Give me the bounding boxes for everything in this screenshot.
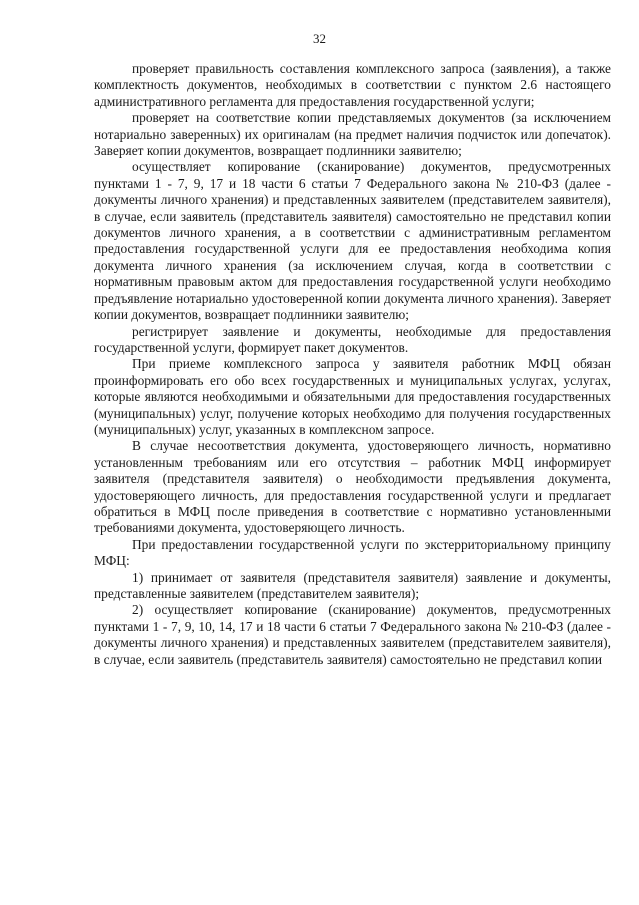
paragraph-complex-request: При приеме комплексного запроса у заявителя работник МФЦ обязан проинформировать его обо всех государственных и муниципальных услугах, услугах, которые являются необходимыми и обязательными для предоставления государственных (муниципальных) услуг, получение которых необходимо для получения государственных (муниципальных) услуг, указанных в комплексном запросе. xyxy=(94,356,611,437)
paragraph-extraterritorial: При предоставлении государственной услуги по экстерриториальному принципу МФЦ: xyxy=(94,536,611,569)
list-item-accept-application: 1) принимает от заявителя (представителя заявителя) заявление и документы, представленные заявителем (представителем заявителя); xyxy=(94,569,611,601)
paragraph-register: регистрирует заявление и документы, необходимые для предоставления государственной услуги, формирует пакет документов. xyxy=(94,323,611,355)
paragraph-copy-documents: осуществляет копирование (сканирование) документов, предусмотренных пунктами 1 - 7, 9, 17 и 18 части 6 статьи 7 Федерального закона № 210-ФЗ (далее - документы личного хранения) и представленных заявителем (представителем заявителя), в случае, если заявитель (представитель заявителя) самостоятельно не представил копии документов личного хранения, а в соответствии с административным регламентом предоставления государственной услуги для ее предоставления необходима копия документа личного хранения (за исключением случая, когда в соответствии с нормативным правовым актом для предоставления государственной услуги необходимо предъявление нотариально удостоверенной копии документа личного хранения). Заверяет копии документов, возвращает подлинники заявителю; xyxy=(94,159,611,323)
paragraph-check-request: проверяет правильность составления комплексного запроса (заявления), а также комплектность документов, необходимых в соответствии с пунктом 2.6 настоящего административного регламента для предоставления государственной услуги; xyxy=(94,61,611,109)
page-number: 32 xyxy=(313,31,326,46)
paragraph-check-copies: проверяет на соответствие копии представляемых документов (за исключением нотариально заверенных) их оригиналам (на предмет наличия подчисток или допечаток). Заверяет копии документов, возвращает подлинники заявителю; xyxy=(94,110,611,159)
paragraph-identity-document: В случае несоответствия документа, удостоверяющего личность, нормативно установленным требованиям или его отсутствия – работник МФЦ информирует заявителя (представителя заявителя) о необходимости предъявления документа, удостоверяющего личность, для предоставления государственной услуги и предлагает обратиться в МФЦ после приведения в соответствие с нормативно установленными требованиями документа, удостоверяющего личность. xyxy=(94,438,611,536)
list-item-copy-documents: 2) осуществляет копирование (сканирование) документов, предусмотренных пунктами 1 - 7, 9, 10, 14, 17 и 18 части 6 статьи 7 Федерального закона № 210-ФЗ (далее - документы личного хранения) и представленных заявителем (представителем заявителя), в случае, если заявитель (представитель заявителя) самостоятельно не представил копии xyxy=(94,602,611,667)
document-body xyxy=(94,61,611,668)
